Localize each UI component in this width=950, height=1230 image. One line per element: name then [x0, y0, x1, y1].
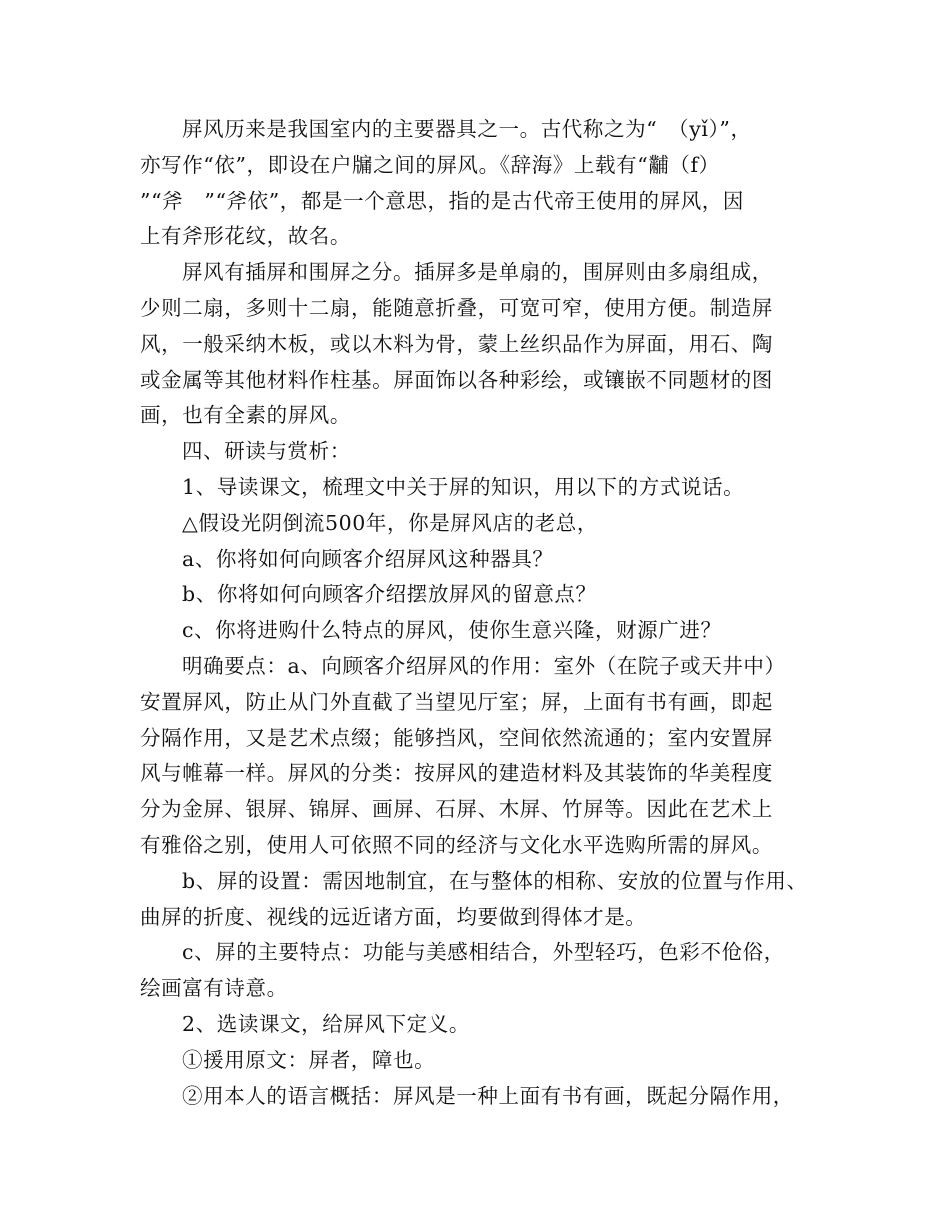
text-line: 有雅俗之别，使用人可依照不同的经济与文化水平选购所需的屏风。 — [140, 832, 773, 857]
question-item: c、你将进购什么特点的屏风，使你生意兴隆，财源广进？ — [182, 618, 722, 643]
text-line: △假设光阴倒流500年，你是屏风店的老总， — [182, 510, 598, 535]
text-line: 明确要点：a、向顾客介绍屏风的作用：室外（在院子或天井中） — [182, 653, 786, 678]
text-line: 分隔作用，又是艺术点缀；能够挡风，空间依然流通的；室内安置屏 — [140, 725, 773, 750]
text-line: c、屏的主要特点：功能与美感相结合，外型轻巧，色彩不伧俗， — [182, 940, 785, 965]
text-line: b、屏的设置：需因地制宜，在与整体的相称、安放的位置与作用、 — [182, 868, 808, 893]
text-line: 画，也有全素的屏风。 — [140, 403, 351, 428]
list-item: ①援用原文：屏者，障也。 — [182, 1047, 436, 1072]
text-line: 上有斧形花纹，故名。 — [140, 224, 351, 249]
text-line: 亦写作“依”，即设在户牖之间的屏风。《辞海》上载有“黼（f） — [140, 152, 720, 177]
list-item: ②用本人的语言概括：屏风是一种上面有书有画，既起分隔作用， — [182, 1083, 794, 1108]
text-line: 屏风有插屏和围屏之分。插屏多是单扇的，围屏则由多扇组成， — [182, 260, 773, 285]
text-line: 曲屏的折度、视线的远近诸方面，均要做到得体才是。 — [140, 904, 647, 929]
text-line: 2、选读课文，给屏风下定义。 — [182, 1011, 470, 1036]
text-line: 风与帷幕一样。屏风的分类：按屏风的建造材料及其装饰的华美程度 — [140, 761, 773, 786]
section-heading: 四、研读与赏析： — [182, 439, 351, 464]
text-line: 1、导读课文，梳理文中关于屏的知识，用以下的方式说话。 — [182, 474, 745, 499]
text-line: 分为金屏、银屏、锦屏、画屏、石屏、木屏、竹屏等。因此在艺术上 — [140, 797, 773, 822]
text-line: 安置屏风，防止从门外直截了当望见厅室；屏，上面有书有画，即起 — [140, 689, 773, 714]
text-line: 风，一般采纳木板，或以木料为骨，蒙上丝织品作为屏面，用石、陶 — [140, 331, 773, 356]
text-line: 屏风历来是我国室内的主要器具之一。古代称之为“ （yǐ）”， — [182, 117, 752, 141]
text-line: 绘画富有诗意。 — [140, 976, 288, 1001]
question-item: a、你将如何向顾客介绍屏风这种器具？ — [182, 546, 554, 571]
text-line: ”“斧 ”“斧依”，都是一个意思，指的是古代帝王使用的屏风，因 — [140, 188, 744, 213]
text-line: 或金属等其他材料作柱基。屏面饰以各种彩绘，或镶嵌不同题材的图 — [140, 367, 773, 392]
question-item: b、你将如何向顾客介绍摆放屏风的留意点？ — [182, 582, 597, 607]
document-body — [140, 112, 820, 1114]
text-line: 少则二扇，多则十二扇，能随意折叠，可宽可窄，使用方便。制造屏 — [140, 295, 773, 320]
